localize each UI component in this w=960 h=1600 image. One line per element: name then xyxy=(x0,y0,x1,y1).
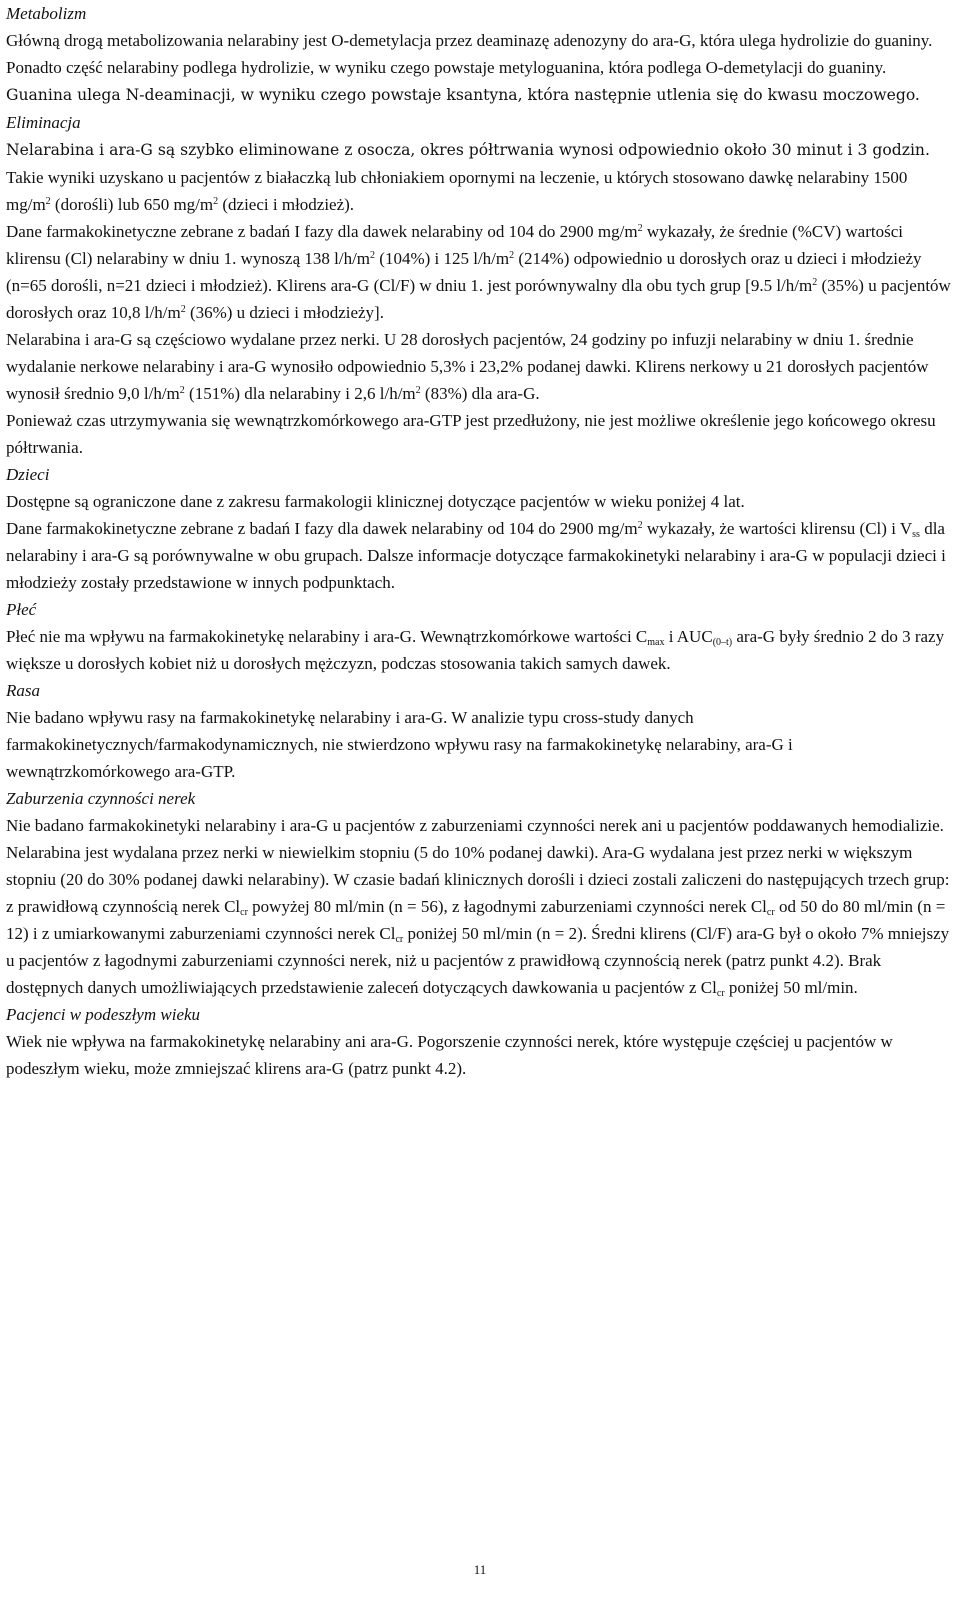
paragraph-rasa: Nie badano wpływu rasy na farmakokinetykę nelarabiny i ara-G. W analizie typu cross-study danych farmakokinetycznych/farmakodynamicznych, nie stwierdzono wpływu rasy na farmakokinetykę nelarabiny, ara-G i wewnątrzkomórkowego ara-GTP. xyxy=(6,708,793,781)
heading-dzieci: Dzieci xyxy=(6,465,50,484)
paragraph-eliminacja-3: Nelarabina i ara-G są częściowo wydalane przez nerki. U 28 dorosłych pacjentów, 24 godziny po infuzji nelarabiny w dniu 1. średnie wydalanie nerkowe nelarabiny i ara-G wynosiło odpowiednio 5,3% i 23,2% podanej dawki. Klirens nerkowy u 21 dorosłych pacjentów wynosił średnio 9,0 $l/h/m^2$ (151%) dla nelarabiny i 2,6 $l/h/m^2$ (83%) dla ara-G. xyxy=(6,330,929,403)
heading-eliminacja: Eliminacja xyxy=(6,113,81,132)
heading-pacjenci-w-podeszlym-wieku: Pacjenci w podeszłym wieku xyxy=(6,1005,201,1024)
paragraph-pacjenci-w-podeszlym-wieku: Wiek nie wpływa na farmakokinetykę nelarabiny ani ara-G. Pogorszenie czynności nerek, które występuje częściej u pacjentów w podeszłym wieku, może zmniejszać klirens ara-G (patrz punkt 4.2). xyxy=(6,1032,893,1078)
heading-rasa: Rasa xyxy=(6,681,40,700)
paragraph-dzieci-2: Dane farmakokinetyczne zebrane z badań I fazy dla dawek nelarabiny od 104 do 2900 $mg/m^2$ wykazały, że wartości klirensu (Cl) i $V_{ss}$ dla nelarabiny i ara-G są porównywalne w obu grupach. Dalsze informacje dotyczące farmakokinetyki nelarabiny i ara-G w populacji dzieci i młodzieży zostały przedstawione w innych podpunktach. xyxy=(6,519,946,592)
paragraph-eliminacja-4: Ponieważ czas utrzymywania się wewnątrzkomórkowego ara-GTP jest przedłużony, nie jest możliwe określenie jego końcowego okresu półtrwania. xyxy=(6,411,936,457)
heading-metabolizm: Metabolizm xyxy=(6,4,87,23)
page-number: 11 xyxy=(473,1562,487,1577)
paragraph-eliminacja-1: Nelarabina i ara-G są szybko eliminowane z osocza, okres półtrwania wynosi odpowiednio około 30 minut i 3 godzin. Takie wyniki uzyskano u pacjentów z białaczką lub chłoniakiem opornymi na leczenie, u których stosowano dawkę nelarabiny 1500 $mg/m^2$ (dorośli) lub 650 $mg/m^2$ (dzieci i młodzież). xyxy=(6,141,930,214)
document-body xyxy=(6,0,956,1082)
heading-plec: Płeć xyxy=(6,600,37,619)
paragraph-dzieci-1: Dostępne są ograniczone dane z zakresu farmakologii klinicznej dotyczące pacjentów w wieku poniżej 4 lat. xyxy=(6,492,745,511)
heading-zaburzenia-nerek: Zaburzenia czynności nerek xyxy=(6,789,196,808)
paragraph-metabolizm: Główną drogą metabolizowania nelarabiny jest O-demetylacja przez deaminazę adenozyny do ara-G, która ulega hydrolizie do guaniny. Ponadto część nelarabiny podlega hydrolizie, w wyniku czego powstaje metyloguanina, która podlega O-demetylacji do guaniny. Guanina ulega N-deaminacji, w wyniku czego powstaje ksantyna, która następnie utlenia się do kwasu moczowego. xyxy=(6,31,933,104)
paragraph-eliminacja-2: Dane farmakokinetyczne zebrane z badań I fazy dla dawek nelarabiny od 104 do 2900 $mg/m^2$ wykazały, że średnie (%CV) wartości klirensu (Cl) nelarabiny w dniu 1. wynoszą 138 $l/h/m^2$ (104%) i 125 $l/h/m^2$ (214%) odpowiednio u dorosłych oraz u dzieci i młodzieży (n=65 dorośli, n=21 dzieci i młodzież). Klirens ara-G (Cl/F) w dniu 1. jest porównywalny dla obu tych grup [9.5 $l/h/m^2$ (35%) u pacjentów dorosłych oraz 10,8 $l/h/m^2$ (36%) u dzieci i młodzieży]. xyxy=(6,222,951,322)
paragraph-zaburzenia-nerek: Nie badano farmakokinetyki nelarabiny i ara-G u pacjentów z zaburzeniami czynności nerek ani u pacjentów poddawanych hemodializie. Nelarabina jest wydalana przez nerki w niewielkim stopniu (5 do 10% podanej dawki). Ara-G wydalana jest przez nerki w większym stopniu (20 do 30% podanej dawki nelarabiny). W czasie badań klinicznych dorośli i dzieci zostali zaliczeni do następujących trzech grup: z prawidłową czynnością nerek $Cl_{cr}$ powyżej 80 ml/min (n = 56), z łagodnymi zaburzeniami czynności nerek $Cl_{cr}$ od 50 do 80 ml/min (n = 12) i z umiarkowanymi zaburzeniami czynności nerek $Cl_{cr}$ poniżej 50 ml/min (n = 2). Średni klirens (Cl/F) ara-G był o około 7% mniejszy u pacjentów z łagodnymi zaburzeniami czynności nerek, niż u pacjentów z prawidłową czynnością nerek (patrz punkt 4.2). Brak dostępnych danych umożliwiających przedstawienie zaleceń dotyczących dawkowania u pacjentów z $Cl_{cr}$ poniżej 50 ml/min. xyxy=(6,816,950,999)
paragraph-plec: Płeć nie ma wpływu na farmakokinetykę nelarabiny i ara-G. Wewnątrzkomórkowe wartości $C_{max}$ i $AUC_{(0-t)}$ ara-G były średnio 2 do 3 razy większe u dorosłych kobiet niż u dorosłych mężczyzn, podczas stosowania takich samych dawek. xyxy=(6,627,945,673)
